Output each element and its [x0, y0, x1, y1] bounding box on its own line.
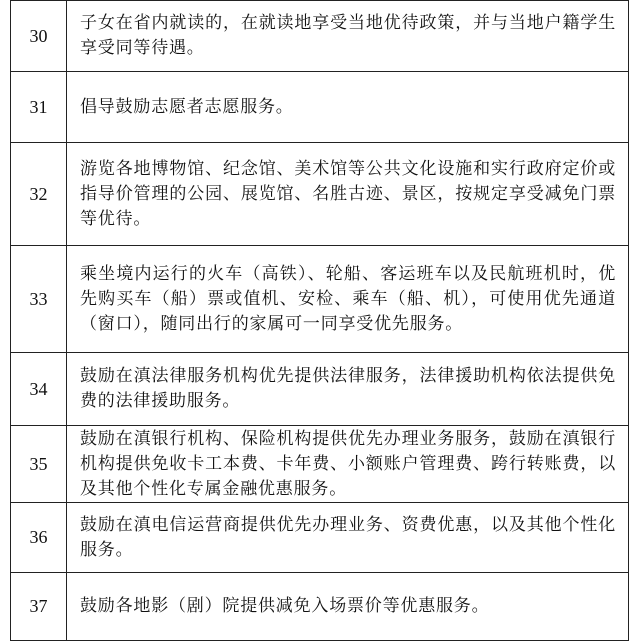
row-text: 鼓励在滇法律服务机构优先提供法律服务，法律援助机构依法提供免费的法律援助服务。	[67, 353, 629, 426]
row-number: 32	[11, 143, 67, 246]
table-row	[11, 72, 629, 143]
row-number: 31	[11, 72, 67, 143]
table-row	[11, 573, 629, 641]
table-row	[11, 426, 629, 503]
table-row	[11, 503, 629, 573]
row-number: 37	[11, 573, 67, 641]
row-text: 乘坐境内运行的火车（高铁）、轮船、客运班车以及民航班机时，优先购买车（船）票或值机、安检、乘车（船、机），可使用优先通道（窗口），随同出行的家属可一同享受优先服务。	[67, 246, 629, 353]
table-row	[11, 353, 629, 426]
table-row	[11, 143, 629, 246]
row-text: 子女在省内就读的，在就读地享受当地优待政策，并与当地户籍学生享受同等待遇。	[67, 1, 629, 72]
row-number: 36	[11, 503, 67, 573]
row-number: 33	[11, 246, 67, 353]
row-text: 鼓励在滇银行机构、保险机构提供优先办理业务服务，鼓励在滇银行机构提供免收卡工本费、卡年费、小额账户管理费、跨行转账费，以及其他个性化专属金融优惠服务。	[67, 426, 629, 503]
row-text: 鼓励在滇电信运营商提供优先办理业务、资费优惠，以及其他个性化服务。	[67, 503, 629, 573]
row-number: 30	[11, 1, 67, 72]
row-number: 34	[11, 353, 67, 426]
policy-table	[10, 0, 629, 641]
table-row	[11, 246, 629, 353]
row-number: 35	[11, 426, 67, 503]
table-row	[11, 1, 629, 72]
row-text: 倡导鼓励志愿者志愿服务。	[67, 72, 629, 143]
row-text: 游览各地博物馆、纪念馆、美术馆等公共文化设施和实行政府定价或指导价管理的公园、展览馆、名胜古迹、景区，按规定享受减免门票等优待。	[67, 143, 629, 246]
row-text: 鼓励各地影（剧）院提供减免入场票价等优惠服务。	[67, 573, 629, 641]
